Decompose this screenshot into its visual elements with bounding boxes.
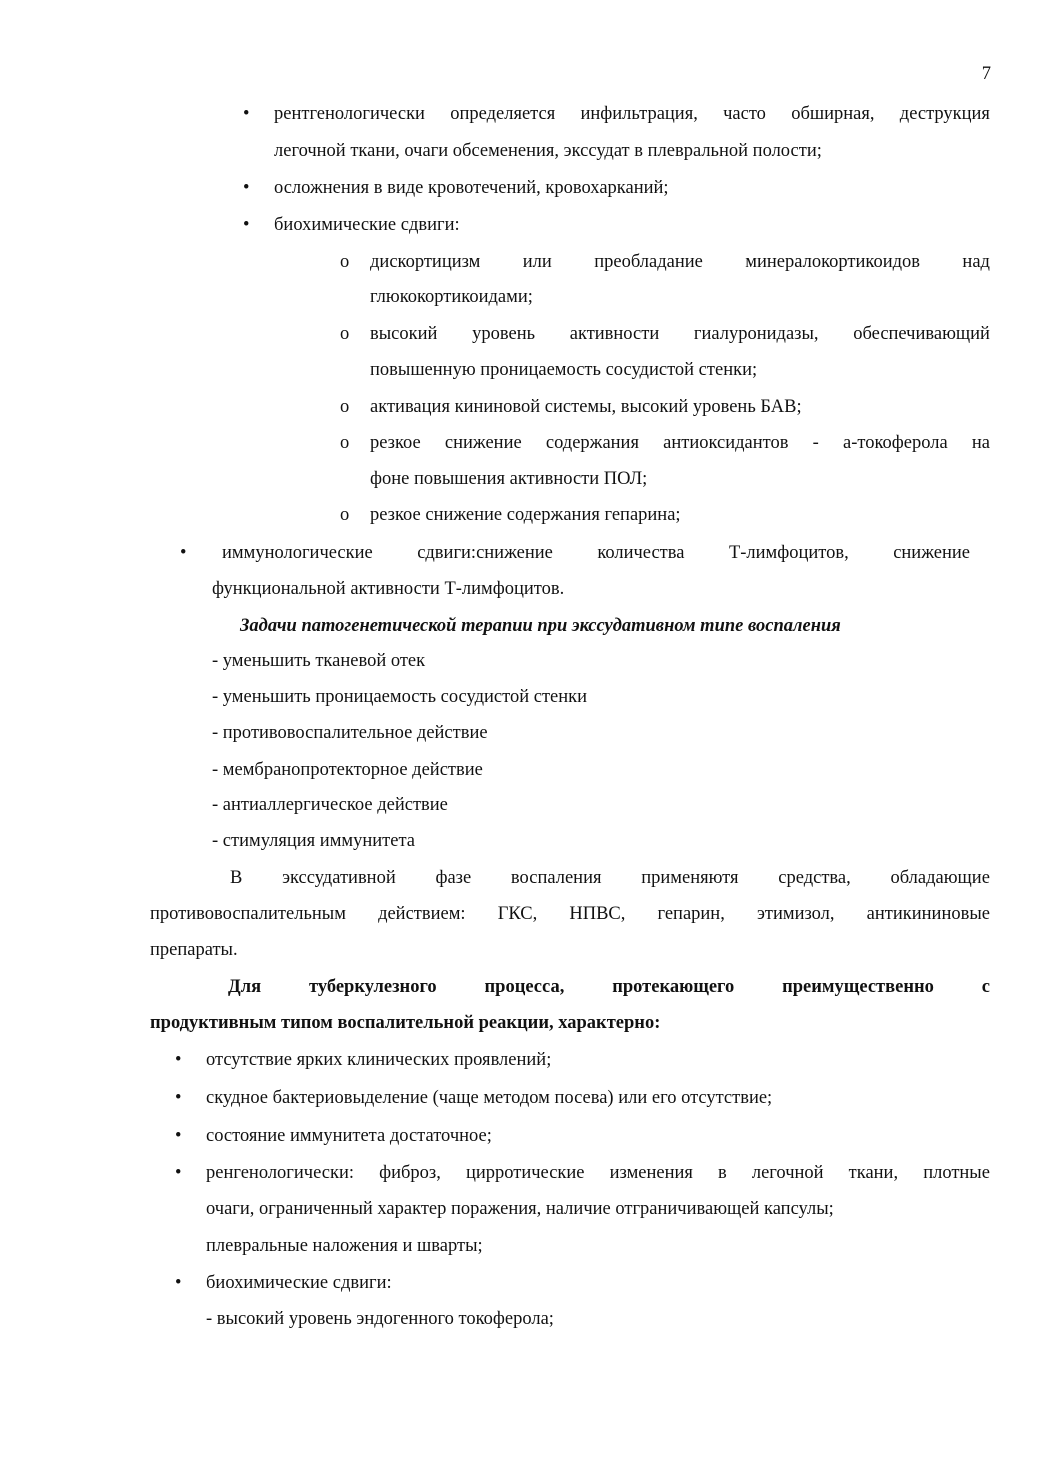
sub-line: глюкокортикоидами;	[370, 287, 533, 307]
word: резкое	[370, 433, 421, 453]
sub-marker: o	[340, 252, 350, 272]
list-dash-item: - высокий уровень эндогенного токоферола;	[206, 1309, 554, 1329]
word: деструкция	[899, 104, 990, 124]
word: дискортицизм	[370, 252, 481, 272]
word: обширная,	[791, 104, 875, 124]
word: применяютя	[641, 868, 739, 888]
sub-marker: o	[340, 397, 350, 417]
sub-line: повышенную проницаемость сосудистой стенки;	[370, 360, 758, 380]
word: иммунологические	[222, 543, 373, 563]
word: высокий	[370, 324, 438, 344]
bullet-line: очаги, ограниченный характер поражения, наличие отграничивающей капсулы;	[206, 1199, 834, 1219]
word: над	[962, 252, 990, 272]
sub-line: активация кининовой системы, высокий уровень БАВ;	[370, 397, 802, 417]
section-heading: Задачи патогенетической терапии при экссудативном типе воспаления	[240, 616, 841, 636]
bullet-line: скудное бактериовыделение (чаще методом посева) или его отсутствие;	[206, 1088, 773, 1108]
word: снижение	[893, 543, 970, 563]
word: фиброз,	[379, 1163, 441, 1183]
bullet-marker: •	[175, 1088, 182, 1108]
word: сдвиги:снижение	[417, 543, 553, 563]
word: антиоксидантов	[663, 433, 789, 453]
sub-line	[370, 252, 990, 273]
sub-marker: o	[340, 433, 350, 453]
word: воспаления	[510, 868, 602, 888]
sub-marker: o	[340, 324, 350, 344]
word: обладающие	[890, 868, 990, 888]
task-item: - уменьшить проницаемость сосудистой стенки	[212, 687, 588, 707]
word: процесса,	[484, 977, 565, 997]
word: часто	[723, 104, 766, 124]
word: гиалуронидазы,	[693, 324, 819, 344]
word: этимизол,	[756, 904, 835, 924]
word: минералокортикоидов	[745, 252, 921, 272]
sub-line: фоне повышения активности ПОЛ;	[370, 469, 648, 489]
task-item: - мембранопротекторное действие	[212, 760, 483, 780]
word: гепарин,	[657, 904, 725, 924]
bullet-line: биохимические сдвиги:	[274, 215, 460, 235]
bullet-line: функциональной активности Т-лимфоцитов.	[212, 579, 565, 599]
word: в	[718, 1163, 727, 1183]
word: снижение	[444, 433, 522, 453]
word: а-токоферола	[843, 433, 948, 453]
word: Т-лимфоцитов,	[728, 543, 849, 563]
word: цирротические	[465, 1163, 585, 1183]
sub-marker: o	[340, 505, 350, 525]
word: или	[522, 252, 552, 272]
word: В	[230, 868, 243, 888]
bullet-marker: •	[175, 1163, 182, 1183]
page-number: 7	[981, 64, 991, 84]
bullet-line: осложнения в виде кровотечений, кровохарканий;	[274, 178, 669, 198]
word: легочной	[751, 1163, 824, 1183]
bullet-marker: •	[175, 1050, 182, 1070]
word: на	[971, 433, 990, 453]
task-item: - уменьшить тканевой отек	[212, 651, 426, 671]
word: действием:	[378, 904, 466, 924]
task-item: - стимуляция иммунитета	[212, 831, 415, 851]
task-item: - антиаллергическое действие	[212, 795, 448, 815]
word: рентгенологически	[274, 104, 425, 124]
section-heading	[228, 977, 990, 998]
paragraph-line: препараты.	[150, 940, 238, 960]
paragraph-line	[150, 904, 990, 925]
bullet-line: легочной ткани, очаги обсеменения, экссудат в плевральной полости;	[274, 141, 822, 161]
word: ткани,	[848, 1163, 899, 1183]
word: количества	[597, 543, 685, 563]
bullet-marker: •	[180, 543, 187, 563]
word: преимущественно	[782, 977, 934, 997]
word: протекающего	[612, 977, 735, 997]
word: уровень	[472, 324, 536, 344]
word: с	[981, 977, 990, 997]
word: ГКС,	[497, 904, 538, 924]
task-item: - противовоспалительное действие	[212, 723, 488, 743]
word: содержания	[545, 433, 639, 453]
bullet-line: отсутствие ярких клинических проявлений;	[206, 1050, 552, 1070]
bullet-line	[206, 1163, 990, 1184]
word: обеспечивающий	[853, 324, 990, 344]
sub-line	[370, 433, 990, 454]
paragraph-line	[230, 868, 990, 889]
word: противовоспалительным	[150, 904, 346, 924]
bullet-marker: •	[175, 1126, 182, 1146]
bullet-marker: •	[175, 1273, 182, 1293]
bullet-marker: •	[243, 215, 250, 235]
word: Для	[228, 977, 262, 997]
word: определяется	[450, 104, 556, 124]
bullet-line: состояние иммунитета достаточное;	[206, 1126, 492, 1146]
word: средства,	[778, 868, 851, 888]
word: плотные	[923, 1163, 990, 1183]
bullet-marker: •	[243, 104, 250, 124]
bullet-marker: •	[243, 178, 250, 198]
word: преобладание	[594, 252, 703, 272]
word: туберкулезного	[308, 977, 437, 997]
word: изменения	[609, 1163, 693, 1183]
word: ренгенологически:	[206, 1163, 355, 1183]
word: фазе	[435, 868, 472, 888]
bullet-line: биохимические сдвиги:	[206, 1273, 392, 1293]
word: экссудативной	[282, 868, 396, 888]
word: инфильтрация,	[580, 104, 698, 124]
word: антикининовые	[866, 904, 990, 924]
section-heading: продуктивным типом воспалительной реакции, характерно:	[150, 1013, 661, 1033]
word: активности	[569, 324, 660, 344]
bullet-line	[274, 104, 990, 125]
bullet-line	[222, 543, 970, 564]
bullet-line: плевральные наложения и шварты;	[206, 1236, 483, 1256]
word: -	[812, 433, 819, 453]
word: НПВС,	[569, 904, 626, 924]
sub-line	[370, 324, 990, 345]
sub-line: резкое снижение содержания гепарина;	[370, 505, 681, 525]
